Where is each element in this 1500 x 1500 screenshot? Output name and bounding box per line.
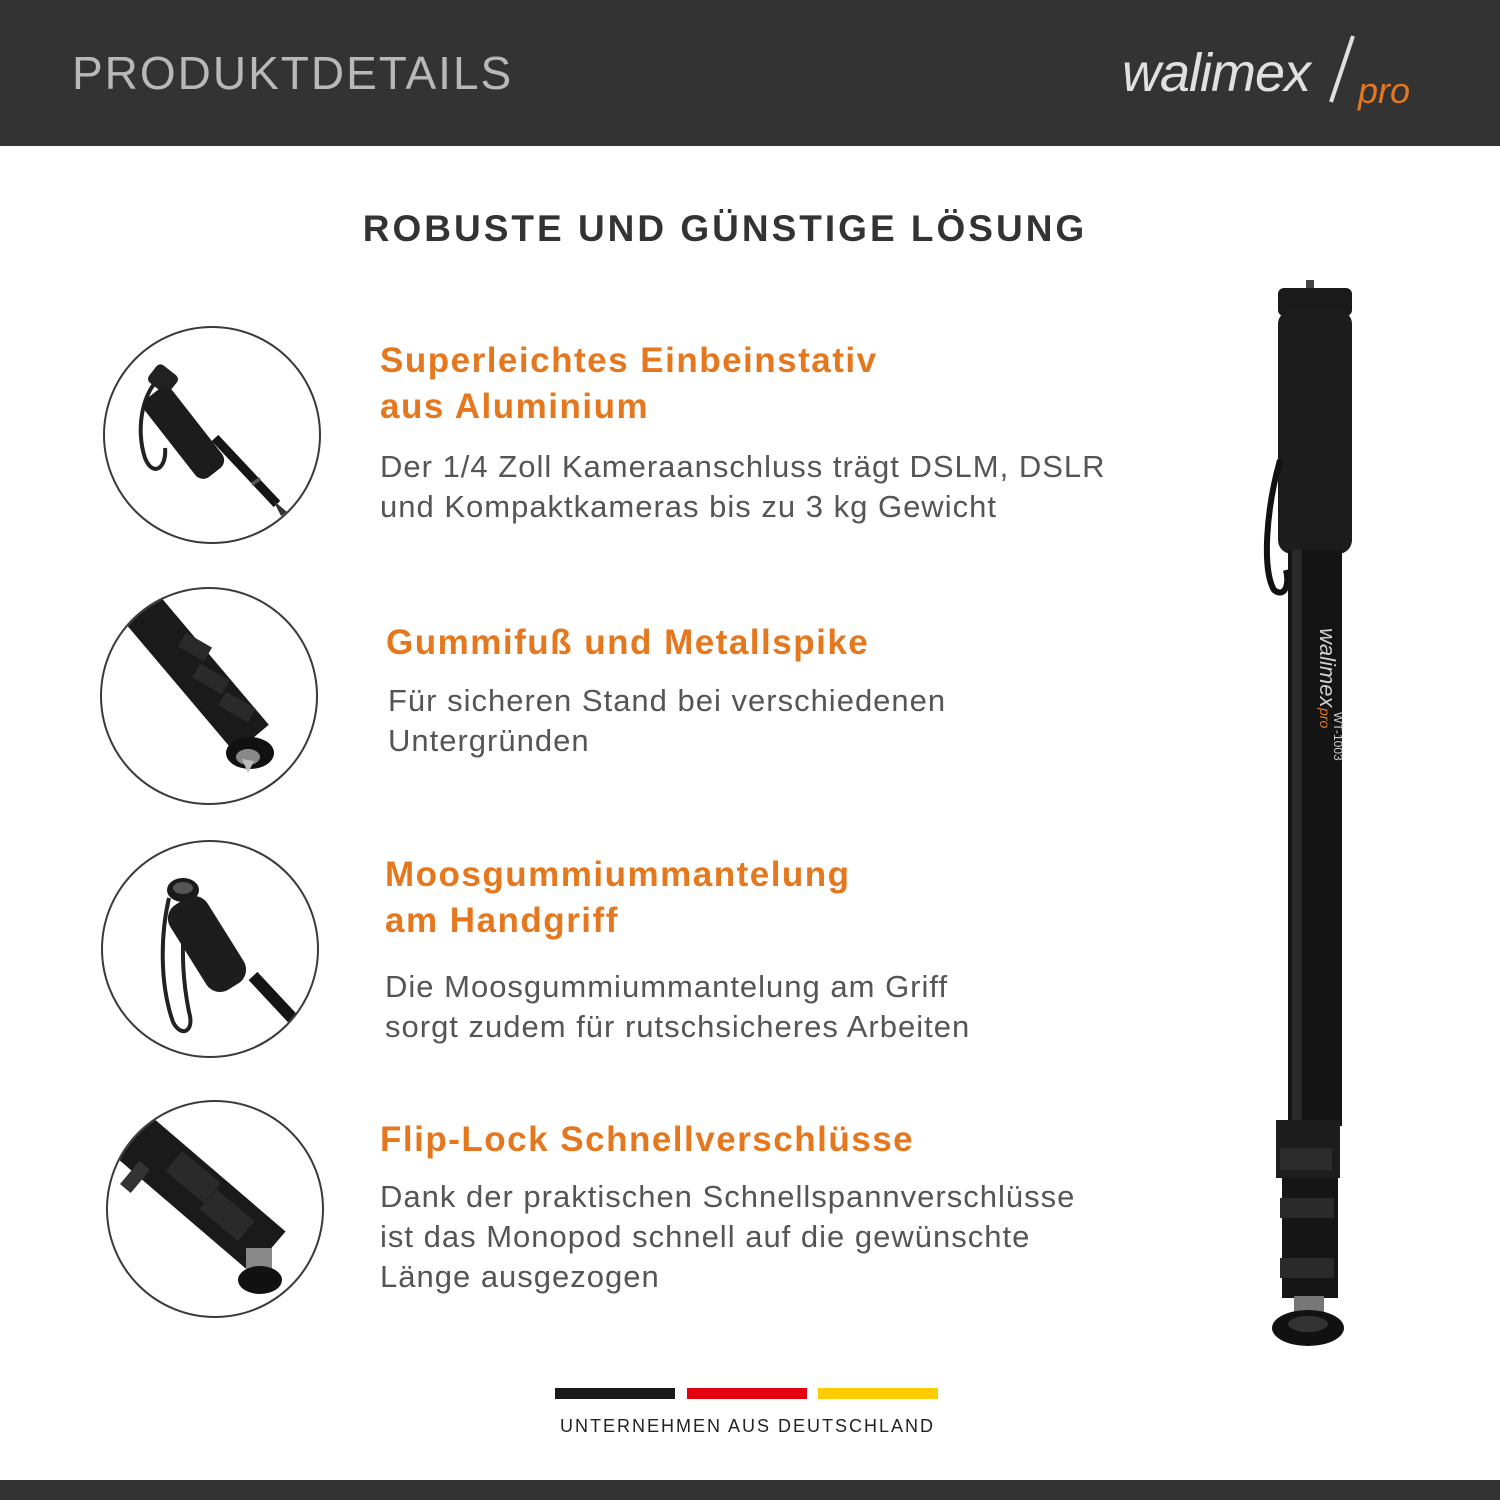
logo-swoosh-icon (1327, 34, 1355, 104)
footer-text: UNTERNEHMEN AUS DEUTSCHLAND (559, 1416, 936, 1436)
feature-title-1: Superleichtes Einbeinstativ aus Aluminium (380, 341, 878, 426)
product-label-brand: walimex (1315, 628, 1340, 708)
feature-desc-3: Die Moosgummiummantelung am Griff sorgt zudem für rutschsicheres Arbeiten (385, 969, 971, 1044)
feature-title-4: Flip-Lock Schnellverschlüsse (380, 1120, 915, 1159)
rubber-foot-spike-icon (102, 589, 316, 803)
flag-stripe-gold (818, 1388, 938, 1399)
feature-image-fliplock (106, 1100, 324, 1318)
feature-image-monopod (103, 326, 321, 544)
feature-title-3: Moosgummiummantelung am Handgriff (385, 855, 851, 940)
feature-image-foot (100, 587, 318, 805)
section-heading: ROBUSTE UND GÜNSTIGE LÖSUNG (362, 208, 1088, 249)
page-title: PRODUKTDETAILS (72, 47, 514, 99)
logo-pro-mark: pro (1358, 70, 1411, 111)
flag-stripe-black (555, 1388, 675, 1399)
product-label-model: WT-1003 (1331, 712, 1345, 761)
feature-image-grip (101, 840, 319, 1058)
feature-desc-4: Dank der praktischen Schnellspannverschlüsse ist das Monopod schnell auf die gewünschte Länge ausgezogen (380, 1179, 1076, 1294)
monopod-strap-icon (105, 328, 319, 542)
header-bar (0, 0, 1500, 146)
flip-lock-icon (108, 1102, 322, 1316)
feature-title-2: Gummifuß und Metallspike (386, 623, 870, 662)
feature-desc-2: Für sicheren Stand bei verschiedenen Untergründen (388, 683, 947, 758)
monopod-product-image (1240, 280, 1380, 1350)
flag-stripe-red (687, 1388, 807, 1399)
foam-grip-icon (103, 842, 317, 1056)
feature-desc-1: Der 1/4 Zoll Kameraanschluss trägt DSLM, DSLR und Kompaktkameras bis zu 3 kg Gewicht (380, 449, 1106, 524)
product-label-pro: pro (1317, 708, 1333, 729)
monopod-icon (1240, 280, 1380, 1350)
logo-wordmark: walimex (1122, 43, 1311, 103)
footer-bar (0, 1480, 1500, 1500)
